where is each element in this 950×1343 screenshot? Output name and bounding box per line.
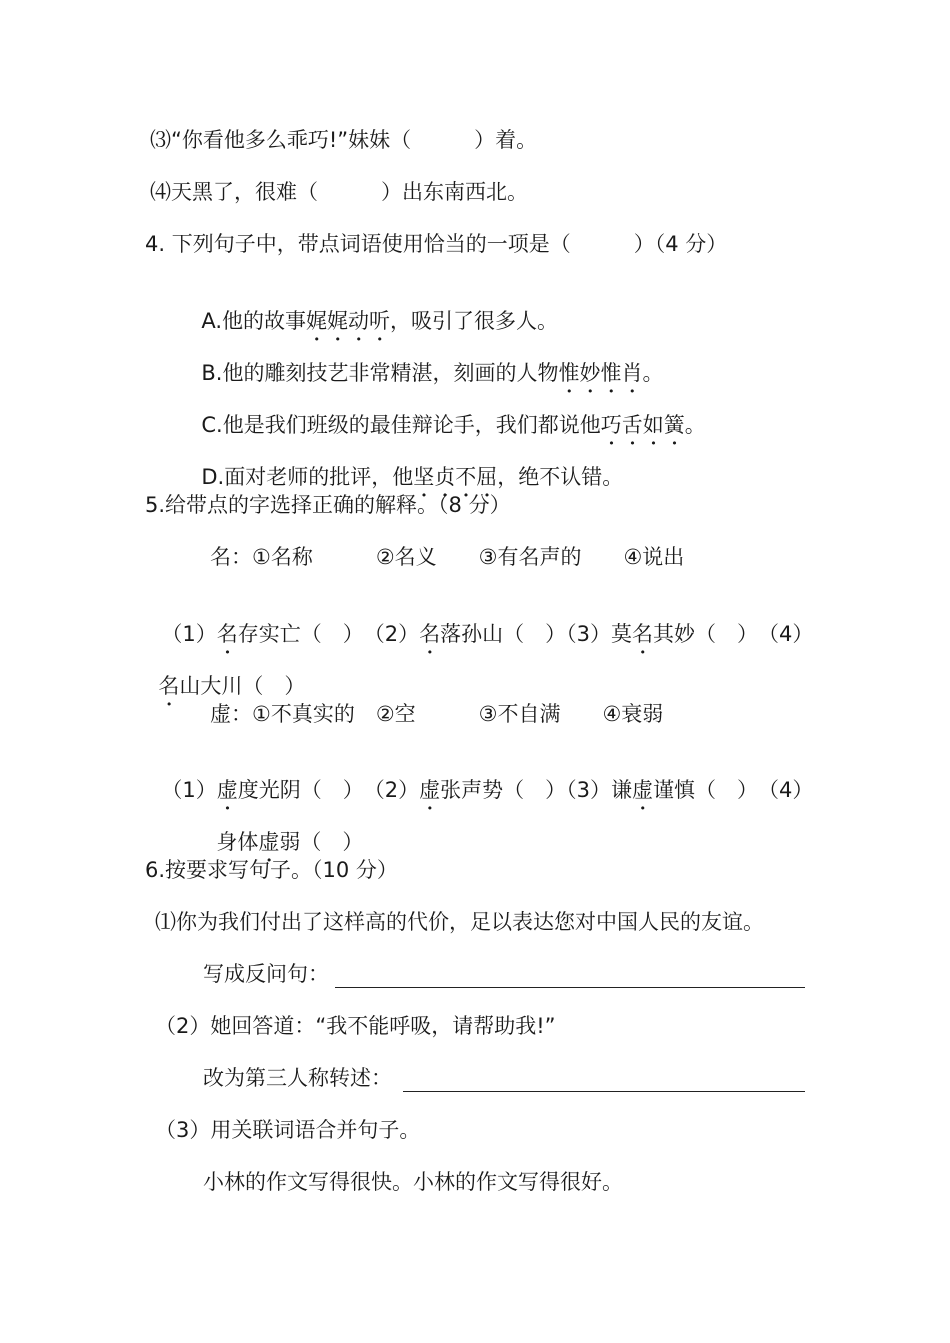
option-a-text: A.他的故事 <box>201 309 307 333</box>
question-4-stem: 4. 下列句子中，带点词语使用恰当的一项是（ ）（4 分） <box>145 232 728 256</box>
dotted-char: 名 <box>158 674 180 698</box>
dotted-char: 虚 <box>419 778 441 802</box>
option-b-text-end: 。 <box>642 361 664 385</box>
line-3-3: ⑶“你看他多么乖巧!”妹妹（ ）着。 <box>150 128 538 152</box>
dotted-word: 娓娓动听 <box>306 309 391 333</box>
dotted-char: 名 <box>419 622 441 646</box>
option-c-text: C.他是我们班级的最佳辩论手，我们都说他 <box>201 413 601 437</box>
answer-line-2[interactable] <box>403 1091 805 1092</box>
line-3-4: ⑷天黑了，很难（ ）出东南西北。 <box>150 180 528 204</box>
dotted-word: 巧舌如簧 <box>600 413 685 437</box>
q6-item-3-text: 小林的作文写得很快。小林的作文写得很好。 <box>203 1170 623 1194</box>
question-6-stem: 6.按要求写句子。（10 分） <box>145 858 398 882</box>
option-a-text-end: ，吸引了很多人。 <box>390 309 559 333</box>
item-text: 其妙（ ） （4） <box>652 622 814 646</box>
item-text: 谨慎（ ） （4） <box>652 778 814 802</box>
dotted-char: 虚 <box>216 778 238 802</box>
item-text: 存实亡（ ） （2） <box>237 622 420 646</box>
q6-item-2: （2）她回答道：“我不能呼吸，请帮助我!” <box>155 1014 556 1038</box>
dotted-char: 名 <box>631 622 653 646</box>
dotted-word: 坚贞不屈 <box>413 465 498 489</box>
option-b-text: B.他的雕刻技艺非常精湛，刻画的人物 <box>201 361 559 385</box>
item-text: 落孙山（ ）（3）莫 <box>440 622 632 646</box>
question-5-stem: 5.给带点的字选择正确的解释。（8 分） <box>145 493 511 517</box>
dotted-char: 虚 <box>631 778 653 802</box>
dotted-char: 名 <box>216 622 238 646</box>
item-text: （1） <box>161 778 217 802</box>
item-text: 身体 <box>216 830 259 854</box>
xu-definitions: 虚：①不真实的 ②空 ③不自满 ④衰弱 <box>210 702 664 726</box>
dotted-char: 虚 <box>258 830 280 854</box>
item-text: 山大川（ ） <box>179 674 306 698</box>
answer-line-1[interactable] <box>335 987 805 988</box>
option-d-text: D.面对老师的批评，他 <box>201 465 414 489</box>
item-text: 弱（ ） <box>279 830 364 854</box>
dotted-word: 惟妙惟肖 <box>558 361 643 385</box>
q6-item-2-task: 改为第三人称转述： <box>203 1066 392 1090</box>
q6-item-1: ⑴你为我们付出了这样高的代价，足以表达您对中国人民的友谊。 <box>155 910 764 934</box>
item-text: （1） <box>161 622 217 646</box>
option-d-text-end: ，绝不认错。 <box>497 465 624 489</box>
item-text: 张声势（ ）（3）谦 <box>440 778 632 802</box>
ming-definitions: 名：①名称 ②名义 ③有名声的 ④说出 <box>210 545 685 569</box>
q6-item-3: （3）用关联词语合并句子。 <box>155 1118 421 1142</box>
item-text: 度光阴（ ） （2） <box>237 778 420 802</box>
q6-item-1-task: 写成反问句： <box>203 962 329 986</box>
option-c-text-end: 。 <box>684 413 706 437</box>
